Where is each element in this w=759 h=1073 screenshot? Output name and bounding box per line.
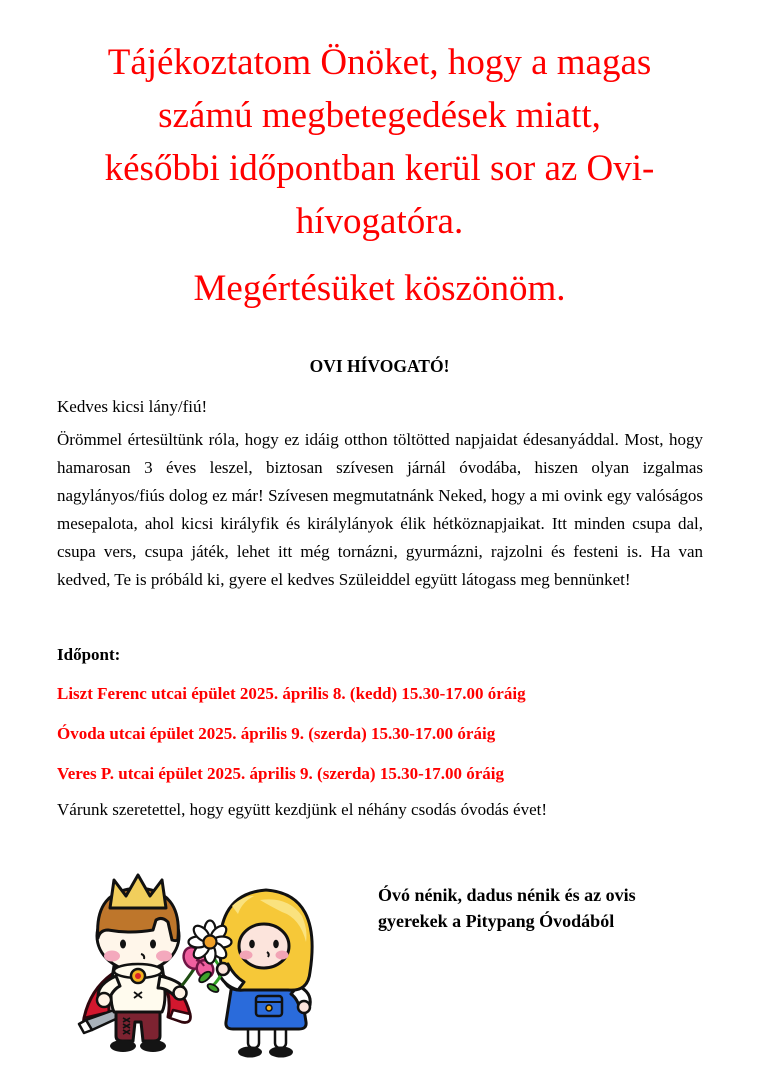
schedule-item-ovoda: Óvoda utcai épület 2025. április 9. (szerda) 15.30-17.00 óráig	[57, 724, 496, 743]
announcement-line-1: Tájékoztatom Önöket, hogy a magas	[107, 42, 652, 83]
announcement-line-3: későbbi időpontban kerül sor az Ovi-	[104, 148, 655, 189]
closing-line: Várunk szeretettel, hogy együtt kezdjünk el néhány csodás óvodás évet!	[57, 800, 548, 819]
invitation-title: OVI HÍVOGATÓ!	[309, 356, 450, 376]
announcement-line-4: hívogatóra.	[295, 201, 464, 242]
announcement-heading	[28, 36, 731, 315]
signature	[378, 872, 680, 934]
announcement-line-2: számú megbetegedések miatt,	[158, 95, 601, 136]
schedule-label: Időpont:	[57, 645, 121, 664]
schedule-list	[57, 683, 702, 803]
invitation-body: Örömmel értesültünk róla, hogy ez idáig otthon töltötted napjaidat édesanyáddal. Most, hogy hamarosan 3 éves leszel, biztosan szívesen járnál óvodába, hiszen olyan izgalmas nagylányos/fiús dolog ez már! Szívesen megmutatnánk Neked, hogy a mi ovink egy valóságos mesepalota, ahol kicsi királyfik és királylányok élik hétköznapjaikat. Itt minden csupa dal, csupa vers, csupa játék, lehet itt még tornázni, gyurmázni, rajzolni és festeni is. Ha van kedved, Te is próbáld ki, gyere el kedves Szüleiddel együtt látogass meg bennünket!	[57, 430, 703, 589]
signature-line-2: gyerekek a Pitypang Óvodából	[378, 911, 615, 931]
announcement-thanks: Megértésüket köszönöm.	[193, 268, 566, 309]
footer	[60, 872, 719, 1064]
salutation: Kedves kicsi lány/fiú!	[57, 397, 208, 416]
schedule-item-liszt-ferenc: Liszt Ferenc utcai épület 2025. április 8. (kedd) 15.30-17.00 óráig	[57, 684, 526, 703]
girl	[189, 890, 313, 1058]
boy-prince	[79, 875, 220, 1052]
schedule-item-veres-p: Veres P. utcai épület 2025. április 9. (szerda) 15.30-17.00 óráig	[57, 764, 504, 783]
signature-line-1: Óvó nénik, dadus nénik és az ovis	[378, 885, 636, 905]
children-illustration	[60, 872, 342, 1064]
